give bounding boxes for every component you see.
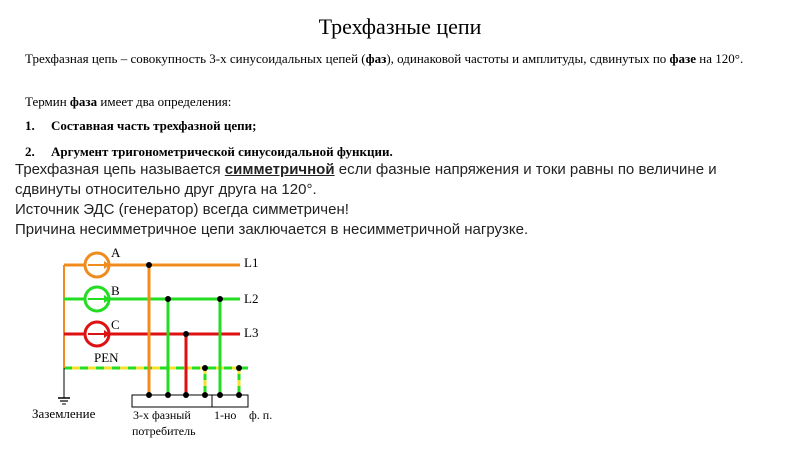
junction-dot <box>165 296 171 302</box>
consumer-three-phase-label-2: потребитель <box>132 424 196 438</box>
pen-label: PEN <box>94 350 119 365</box>
slide-title: Трехфазные цепи <box>318 14 482 39</box>
definition-bold-phase-2: фазе <box>669 51 697 66</box>
consumer-single-phase-label-2: ф. п. <box>249 408 273 422</box>
reason-statement: Причина несимметричное цепи заключается в несимметричной нагрузке. <box>15 221 529 238</box>
junction-dot <box>236 365 242 371</box>
definition-bold-phase: фаз <box>365 51 387 66</box>
definition-text-3: на 120°. <box>696 51 744 66</box>
symmetric-text-2: если фазные напряжения и токи равны по величине и сдвинуты относительно друг друга на 120°. <box>15 161 717 198</box>
term-text-2: имеет два определения: <box>97 94 232 109</box>
source-c-icon <box>85 322 110 346</box>
term-text: Термин <box>25 94 70 109</box>
source-a-label: A <box>111 245 121 260</box>
source-a-icon <box>85 253 110 277</box>
symmetric-text: Трехфазная цепь называется <box>15 161 225 178</box>
junction-dot <box>202 365 208 371</box>
line-l2-label: L2 <box>244 291 259 306</box>
junction-dot <box>146 262 152 268</box>
definition-text-2: ), одинаковой частоты и амплитуды, сдвинутых по <box>386 51 670 66</box>
ground-label: Заземление <box>32 406 96 421</box>
list-number: 1. <box>25 118 35 133</box>
junction-dot <box>217 296 223 302</box>
source-c-label: C <box>111 317 120 332</box>
line-l3-label: L3 <box>244 325 259 340</box>
line-l1-label: L1 <box>244 255 259 270</box>
symmetric-word: симметричной <box>224 161 335 178</box>
list-number: 2. <box>25 144 35 159</box>
consumer-three-phase-label: 3-х фазный <box>133 408 191 422</box>
consumer-single-phase-box <box>212 395 248 407</box>
source-b-icon <box>85 287 110 311</box>
consumer-three-phase-box <box>132 395 212 407</box>
list-text: Аргумент тригонометрической синусоидальной функции. <box>51 144 393 159</box>
source-b-label: B <box>111 283 120 298</box>
junction-dot <box>183 331 189 337</box>
term-bold: фаза <box>69 94 98 109</box>
definition-text: Трехфазная цепь – совокупность 3-х синусоидальных цепей ( <box>25 51 366 66</box>
consumer-single-phase-label: 1-но <box>214 408 237 422</box>
source-statement: Источник ЭДС (генератор) всегда симметричен! <box>15 201 349 218</box>
list-text: Составная часть трехфазной цепи; <box>51 118 257 133</box>
